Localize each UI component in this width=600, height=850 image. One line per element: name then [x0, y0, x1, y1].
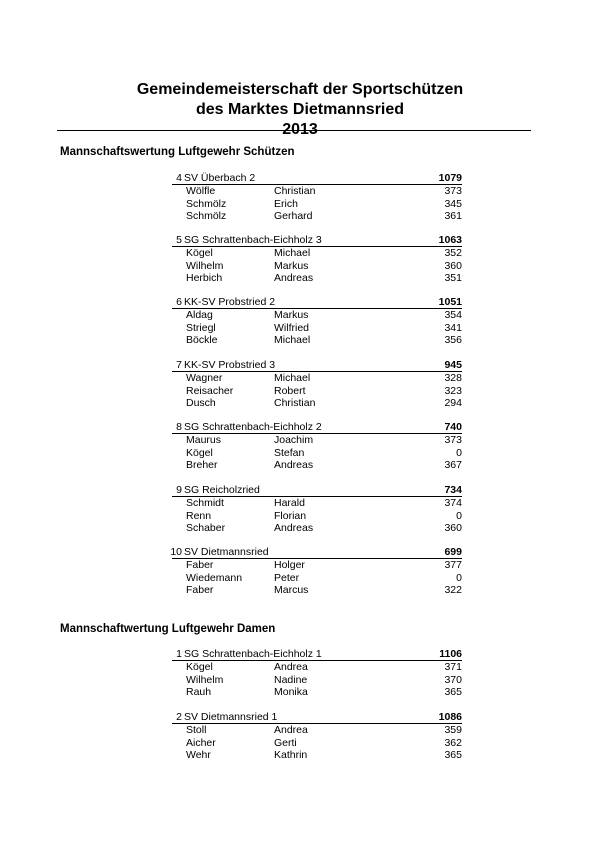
member-row	[172, 559, 462, 572]
member-score: 345	[444, 197, 462, 210]
team-header	[172, 359, 462, 372]
member-lastname: Schaber	[186, 522, 226, 534]
member-firstname: Stefan	[274, 446, 305, 459]
member-score: 0	[456, 571, 462, 584]
member-row	[172, 674, 462, 687]
member-firstname: Andreas	[274, 459, 314, 471]
team-name: SV Überbach 2	[184, 172, 256, 184]
member-lastname: Faber	[186, 559, 214, 571]
member-row	[172, 185, 462, 198]
member-row	[172, 724, 462, 737]
team-rank: 5	[176, 234, 182, 246]
team-block	[172, 359, 462, 410]
team-total: 1063	[438, 234, 462, 246]
member-lastname: Wilhelm	[186, 259, 224, 272]
member-score: 373	[444, 434, 462, 446]
member-score: 370	[444, 673, 462, 686]
team-name: KK-SV Probstried 2	[184, 296, 276, 308]
member-firstname: Michael	[274, 334, 311, 346]
member-score: 362	[444, 736, 462, 749]
member-lastname: Wiedemann	[186, 571, 243, 584]
member-score: 359	[444, 724, 462, 736]
member-row	[172, 272, 462, 285]
member-lastname: Stoll	[186, 724, 207, 736]
member-row	[172, 247, 462, 260]
team-name: SV Dietmannsried 1	[184, 711, 278, 723]
team-block	[172, 711, 462, 762]
team-header	[172, 484, 462, 497]
member-score: 0	[456, 446, 462, 459]
member-firstname: Nadine	[274, 673, 308, 686]
member-firstname: Andrea	[274, 661, 308, 673]
member-score: 374	[444, 497, 462, 509]
member-firstname: Monika	[274, 686, 308, 698]
member-row	[172, 661, 462, 674]
member-score: 367	[444, 459, 462, 471]
member-score: 351	[444, 272, 462, 284]
member-lastname: Breher	[186, 459, 218, 471]
team-header	[172, 234, 462, 247]
member-score: 373	[444, 185, 462, 197]
member-score: 328	[444, 372, 462, 384]
member-score: 371	[444, 661, 462, 673]
member-score: 294	[444, 397, 462, 409]
member-score: 323	[444, 384, 462, 397]
member-row	[172, 737, 462, 750]
member-row	[172, 447, 462, 460]
member-firstname: Andrea	[274, 724, 308, 736]
member-row	[172, 522, 462, 535]
member-row	[172, 309, 462, 322]
team-block	[172, 234, 462, 285]
team-block	[172, 484, 462, 535]
team-rank: 9	[176, 484, 182, 496]
team-name: SG Schrattenbach-Eichholz 3	[184, 234, 322, 246]
team-total: 699	[444, 546, 462, 558]
team-name: SG Reicholzried	[184, 484, 260, 496]
team-total: 740	[444, 421, 462, 433]
member-lastname: Aicher	[186, 736, 216, 749]
member-row	[172, 260, 462, 273]
team-total: 1079	[438, 172, 462, 184]
team-total: 1106	[439, 648, 462, 660]
member-score: 365	[444, 749, 462, 761]
member-score: 322	[444, 584, 462, 596]
title-line-1: Gemeindemeisterschaft der Sportschützen	[136, 81, 464, 98]
member-firstname: Robert	[274, 384, 306, 397]
member-lastname: Schmidt	[186, 497, 224, 509]
member-lastname: Wagner	[186, 372, 223, 384]
member-score: 0	[456, 509, 462, 522]
team-block	[172, 421, 462, 472]
member-row	[172, 334, 462, 347]
member-row	[172, 459, 462, 472]
member-score: 356	[444, 334, 462, 346]
team-total: 1051	[438, 296, 462, 308]
team-name: SG Schrattenbach-Eichholz 2	[184, 421, 322, 433]
member-row	[172, 686, 462, 699]
team-header	[172, 711, 462, 724]
member-lastname: Faber	[186, 584, 214, 596]
member-firstname: Markus	[274, 309, 309, 321]
member-row	[172, 749, 462, 762]
member-firstname: Holger	[274, 559, 305, 571]
team-name: SV Dietmannsried	[184, 546, 269, 558]
section-title: Mannschaftswertung Luftgewehr Schützen	[60, 146, 295, 158]
title-line-3: 2013	[282, 121, 318, 138]
section-title: Mannschaftwertung Luftgewehr Damen	[60, 623, 276, 635]
team-total: 1086	[438, 711, 462, 723]
member-row	[172, 497, 462, 510]
team-total: 945	[444, 359, 462, 371]
team-rank: 1	[176, 648, 182, 660]
member-firstname: Kathrin	[274, 749, 308, 761]
team-header	[172, 172, 462, 185]
team-block	[172, 172, 462, 223]
member-lastname: Striegl	[186, 321, 216, 334]
team-name: SG Schrattenbach-Eichholz 1	[184, 648, 322, 660]
member-firstname: Andreas	[274, 522, 314, 534]
team-block	[172, 296, 462, 347]
member-score: 341	[444, 321, 462, 334]
member-firstname: Florian	[274, 509, 307, 522]
member-row	[172, 397, 462, 410]
member-lastname: Rauh	[186, 686, 212, 698]
member-firstname: Joachim	[274, 434, 314, 446]
member-lastname: Reisacher	[186, 384, 234, 397]
member-firstname: Christian	[274, 185, 316, 197]
member-firstname: Andreas	[274, 272, 314, 284]
team-rank: 6	[176, 296, 182, 308]
team-header	[172, 648, 462, 661]
member-firstname: Gerti	[274, 736, 297, 749]
member-firstname: Gerhard	[274, 210, 313, 222]
page-title	[0, 80, 600, 140]
member-row	[172, 385, 462, 398]
member-lastname: Wilhelm	[186, 673, 224, 686]
member-row	[172, 198, 462, 211]
member-lastname: Kögel	[186, 446, 213, 459]
team-rank: 4	[176, 172, 182, 184]
member-lastname: Aldag	[186, 309, 213, 321]
member-score: 365	[444, 686, 462, 698]
team-block	[172, 546, 462, 597]
member-lastname: Schmölz	[186, 210, 227, 222]
member-score: 361	[444, 210, 462, 222]
member-row	[172, 372, 462, 385]
member-firstname: Christian	[274, 397, 316, 409]
member-firstname: Erich	[274, 197, 298, 210]
member-lastname: Herbich	[186, 272, 223, 284]
member-lastname: Maurus	[186, 434, 222, 446]
member-firstname: Peter	[274, 571, 300, 584]
member-lastname: Kögel	[186, 661, 213, 673]
team-rank: 2	[176, 711, 182, 723]
member-firstname: Michael	[274, 372, 311, 384]
member-row	[172, 434, 462, 447]
member-firstname: Marcus	[274, 584, 309, 596]
member-row	[172, 572, 462, 585]
member-score: 360	[444, 522, 462, 534]
member-lastname: Schmölz	[186, 197, 227, 210]
member-row	[172, 210, 462, 223]
member-row	[172, 584, 462, 597]
title-line-2: des Marktes Dietmannsried	[195, 101, 405, 118]
member-row	[172, 510, 462, 523]
member-score: 360	[444, 259, 462, 272]
title-divider	[57, 130, 531, 131]
member-score: 354	[444, 309, 462, 321]
member-row	[172, 322, 462, 335]
team-rank: 10	[170, 546, 182, 558]
team-rank: 8	[176, 421, 182, 433]
member-lastname: Dusch	[186, 397, 216, 409]
member-firstname: Harald	[274, 497, 305, 509]
member-lastname: Wölfle	[186, 185, 216, 197]
member-lastname: Kögel	[186, 247, 213, 259]
member-lastname: Wehr	[186, 749, 211, 761]
member-firstname: Michael	[274, 247, 311, 259]
team-rank: 7	[176, 359, 182, 371]
member-lastname: Böckle	[186, 334, 218, 346]
member-score: 377	[444, 559, 462, 571]
team-block	[172, 648, 462, 699]
team-total: 734	[444, 484, 462, 496]
team-header	[172, 421, 462, 434]
member-lastname: Renn	[186, 509, 212, 522]
member-score: 352	[444, 247, 462, 259]
member-firstname: Markus	[274, 259, 309, 272]
member-firstname: Wilfried	[274, 321, 310, 334]
team-header	[172, 546, 462, 559]
team-name: KK-SV Probstried 3	[184, 359, 276, 371]
team-header	[172, 296, 462, 309]
